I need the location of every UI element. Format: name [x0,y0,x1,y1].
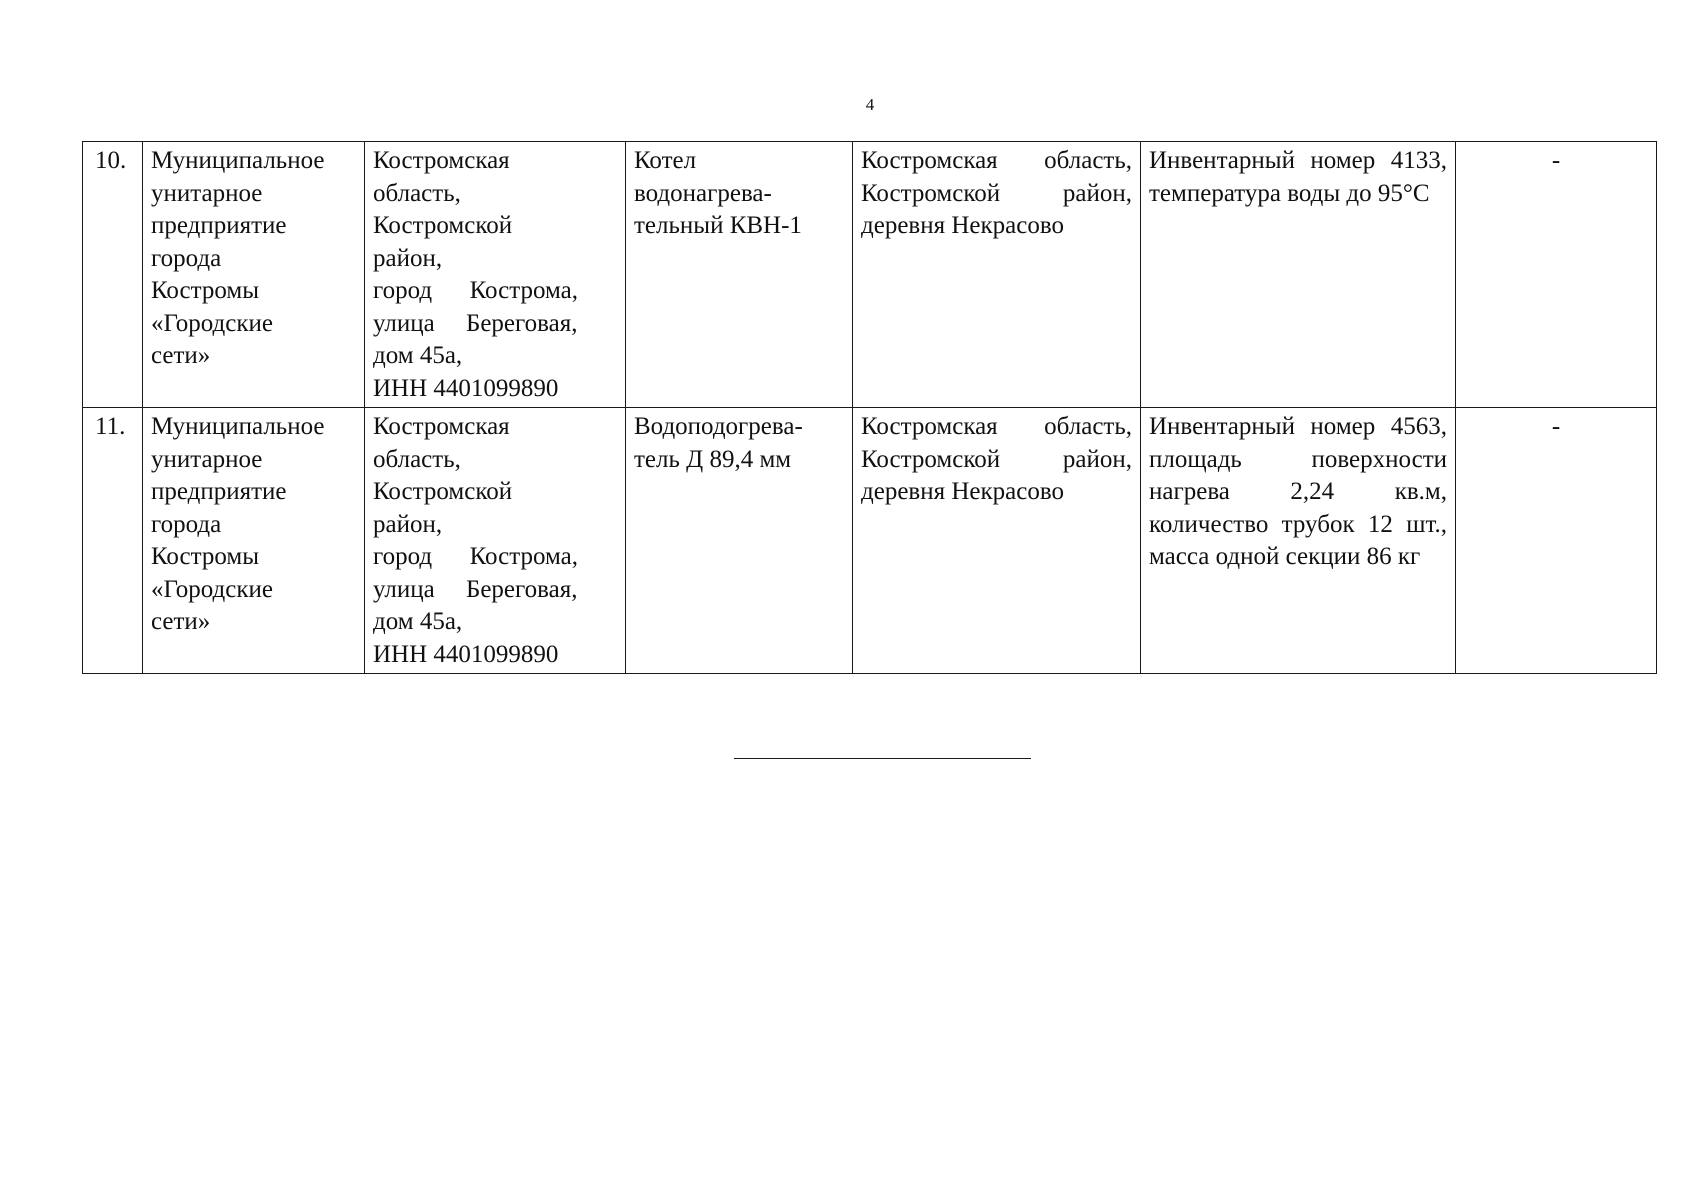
object-cell: Котел водонагрева- тельный КВН-1 [626,142,853,408]
note-cell: - [1456,142,1657,408]
end-divider-line [734,758,1031,759]
property-table [82,141,1657,674]
characteristics-cell: Инвентарный номер 4563, площадь поверхности нагрева 2,24 кв.м, количество трубок 12 шт., масса одной секции 86 кг [1141,408,1456,674]
table-row [83,142,1657,408]
row-number: 10. [83,142,143,408]
organization-cell: Муниципальное унитарное предприятие города Костромы «Городские сети» [143,142,365,408]
address-cell: Костромская область, Костромской район, город Кострома, улица Береговая, дом 45а, ИНН 4401099890 [365,408,626,674]
note-cell: - [1456,408,1657,674]
row-number: 11. [83,408,143,674]
address-cell: Костромская область, Костромской район, город Кострома, улица Береговая, дом 45а, ИНН 4401099890 [365,142,626,408]
location-cell: Костромская область, Костромской район, деревня Некрасово [853,142,1141,408]
table-row [83,408,1657,674]
organization-cell: Муниципальное унитарное предприятие города Костромы «Городские сети» [143,408,365,674]
characteristics-cell: Инвентарный номер 4133, температура воды до 95°С [1141,142,1456,408]
location-cell: Костромская область, Костромской район, деревня Некрасово [853,408,1141,674]
object-cell: Водоподогрева- тель Д 89,4 мм [626,408,853,674]
page-number: 4 [865,95,875,114]
